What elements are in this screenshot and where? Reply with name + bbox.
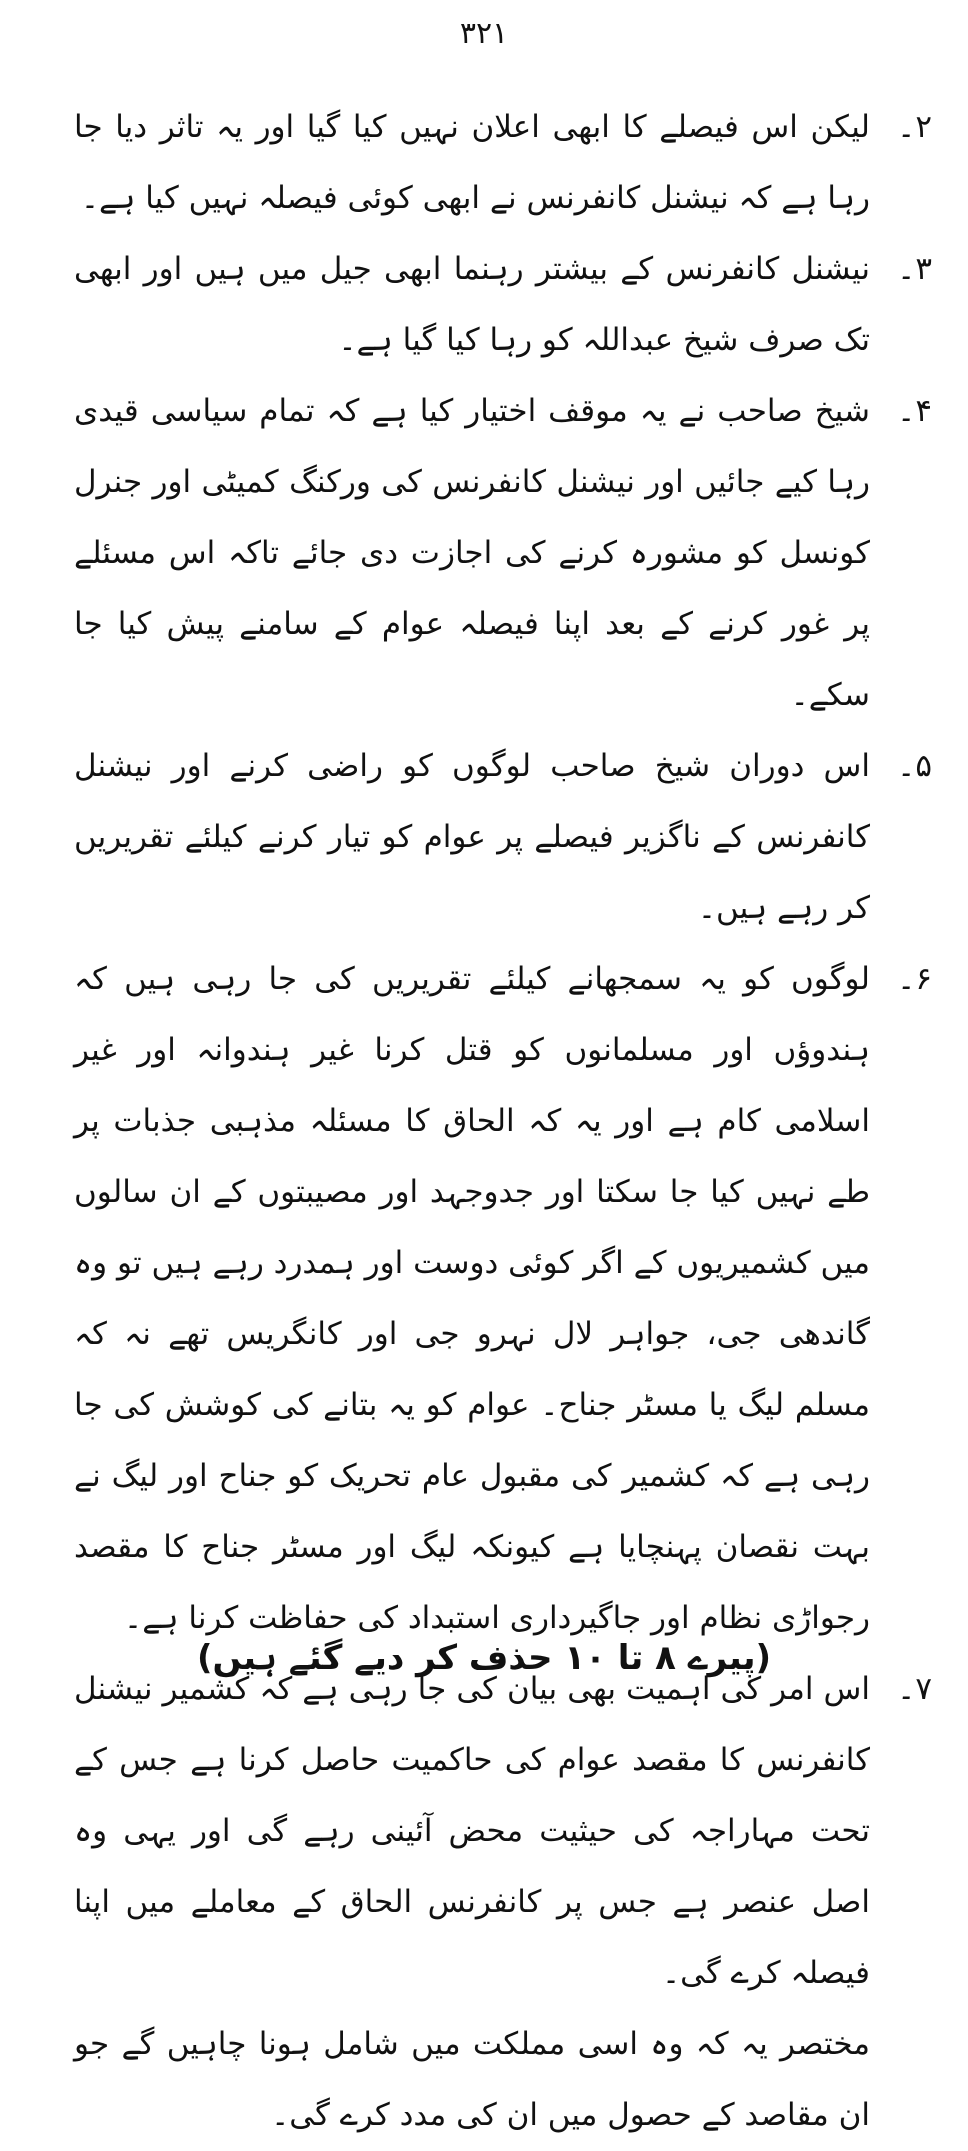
item-text: نیشنل کانفرنس کے بیشتر رہنما ابھی جیل میں ہیں اور ابھی تک صرف شیخ عبداللہ کو رہا کیا گیا ہے۔ [74,251,870,358]
item-number: ۵۔ [897,748,932,784]
list-item-4 [74,376,932,731]
item-text: لیکن اس فیصلے کا ابھی اعلان نہیں کیا گیا اور یہ تاثر دیا جا رہا ہے کہ نیشنل کانفرنس نے ابھی کوئی فیصلہ نہیں کیا ہے۔ [74,109,870,216]
item-text: اس امر کی اہمیت بھی بیان کی جا رہی ہے کہ کشمیر نیشنل کانفرنس کا مقصد عوام کی حاکمیت حاصل کرنا ہے جس کے تحت مہاراجہ کی حیثیت محض آئینی رہے گی اور یہی وہ اصل عنصر ہے جس پر کانفرنس الحاق کے معاملے میں اپنا فیصلہ کرے گی۔ [74,1671,870,1991]
list-item-2 [74,92,932,234]
list-item-5 [74,731,932,944]
omission-note: (پیرے ۸ تا ۱۰ حذف کر دیے گئے ہیں) [197,1638,771,1678]
document-body [74,92,932,2151]
item-text: اس دوران شیخ صاحب لوگوں کو راضی کرنے اور نیشنل کانفرنس کے ناگزیر فیصلے پر عوام کو تیار کرنے کیلئے تقریریں کر رہے ہیں۔ [74,748,870,926]
item-number: ۲۔ [897,109,932,145]
closing-paragraph: مختصر یہ کہ وہ اسی مملکت میں شامل ہونا چاہیں گے جو ان مقاصد کے حصول میں ان کی مدد کرے گی۔ [74,2026,870,2133]
item-number: ۶۔ [897,961,932,997]
page-number: ۳۲۱ [459,16,509,51]
item-number: ۳۔ [897,251,932,287]
list-item-6 [74,944,932,1654]
list-item-7 [74,1654,932,2009]
item-number: ۴۔ [897,393,932,429]
item-number: ۷۔ [897,1671,932,1707]
item-text: شیخ صاحب نے یہ موقف اختیار کیا ہے کہ تمام سیاسی قیدی رہا کیے جائیں اور نیشنل کانفرنس کی ورکنگ کمیٹی اور جنرل کونسل کو مشورہ کرنے کی اجازت دی جائے تاکہ اس مسئلے پر غور کرنے کے بعد اپنا فیصلہ عوام کے سامنے پیش کیا جا سکے۔ [74,393,870,713]
item-text: لوگوں کو یہ سمجھانے کیلئے تقریریں کی جا رہی ہیں کہ ہندوؤں اور مسلمانوں کو قتل کرنا غیر ہندوانہ اور غیر اسلامی کام ہے اور یہ کہ الحاق کا مسئلہ مذہبی جذبات پر طے نہیں کیا جا سکتا اور جدوجہد اور مصیبتوں کے ان سالوں میں کشمیریوں کے اگر کوئی دوست اور ہمدرد رہے ہیں تو وہ گاندھی جی، جواہر لال نہرو جی اور کانگریس تھے نہ کہ مسلم لیگ یا مسٹر جناح۔ عوام کو یہ بتانے کی کوشش کی جا رہی ہے کہ کشمیر کی مقبول عام تحریک کو جناح اور لیگ نے بہت نقصان پہنچایا ہے کیونکہ لیگ اور مسٹر جناح کا مقصد رجواڑی نظام اور جاگیرداری استبداد کی حفاظت کرنا ہے۔ [74,961,870,1636]
list-item-3 [74,234,932,376]
